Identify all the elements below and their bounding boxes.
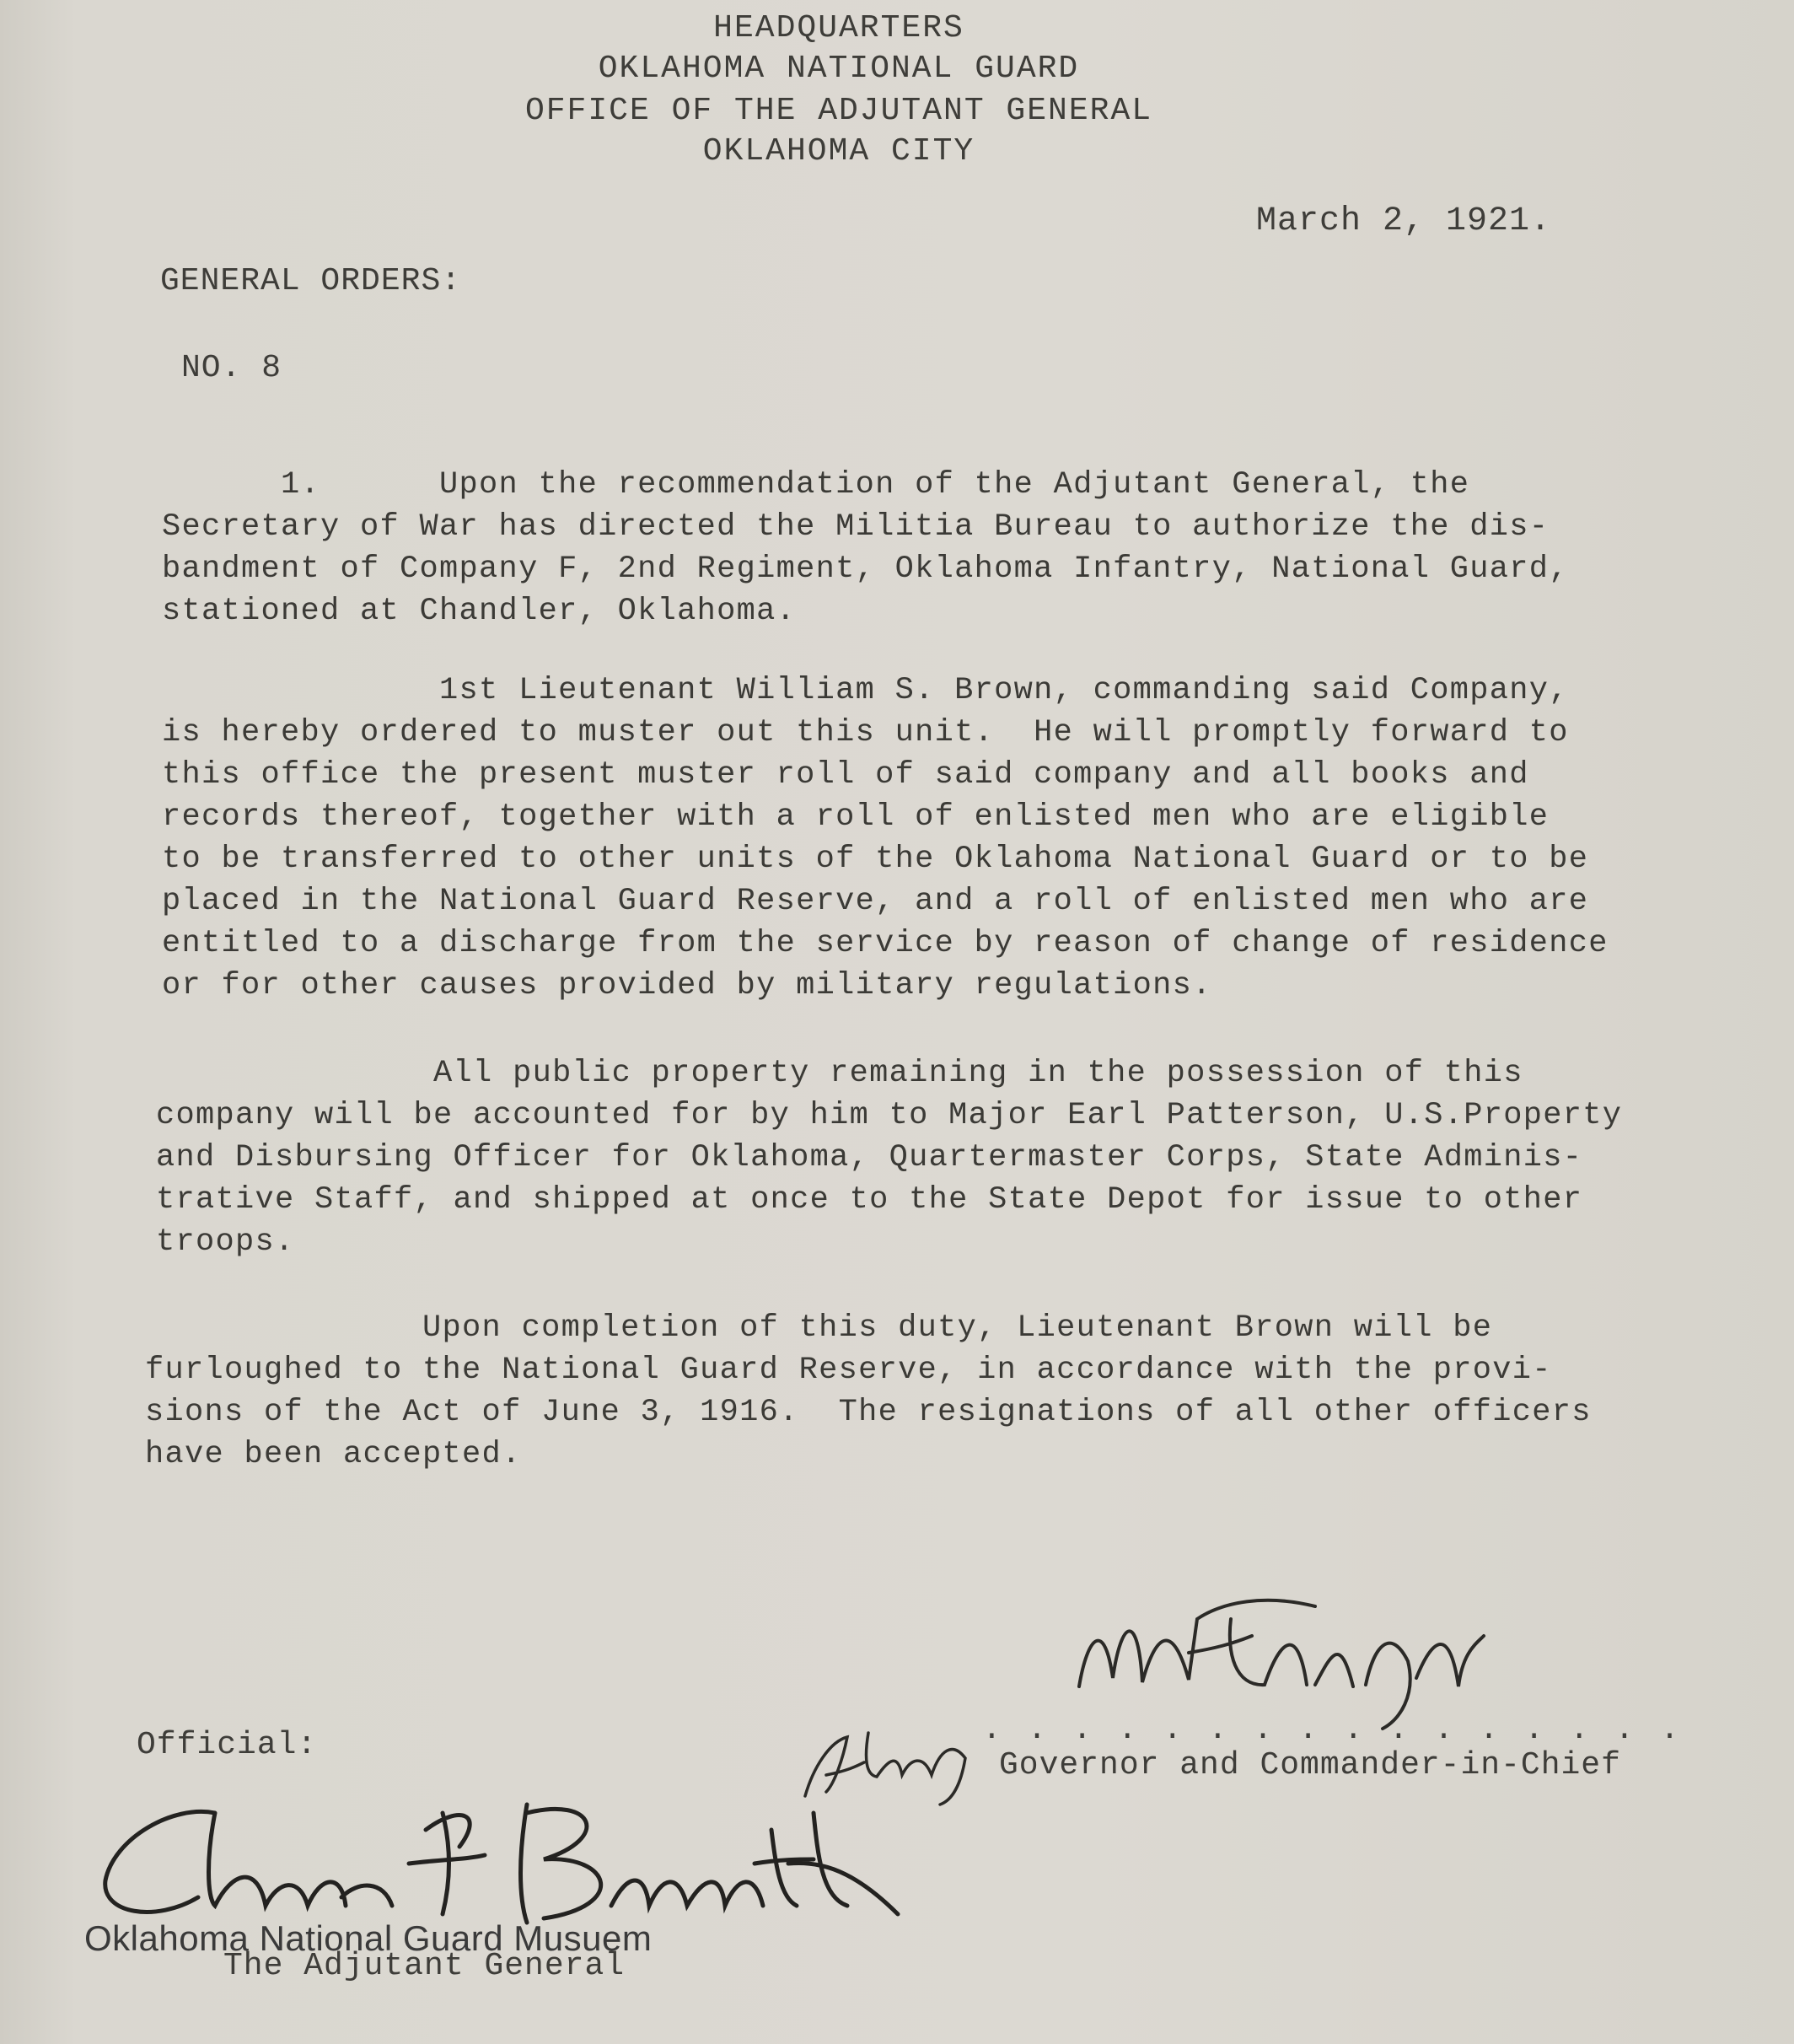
paragraph-line: troops.	[156, 1224, 295, 1260]
signature-dotted-line: . . . . . . . . . . . . . . . .	[982, 1712, 1683, 1748]
governor-title: Governor and Commander-in-Chief	[999, 1747, 1621, 1783]
order-number: NO. 8	[181, 350, 282, 386]
paragraph-line: trative Staff, and shipped at once to the State Depot for issue to other	[156, 1182, 1583, 1218]
museum-watermark: Oklahoma National Guard Musuem	[84, 1918, 653, 1958]
paragraph-1	[162, 464, 1764, 632]
document-date: March 2, 1921.	[1256, 202, 1552, 240]
header-line-4: OKLAHOMA CITY	[702, 133, 975, 169]
paragraph-line: to be transferred to other units of the Oklahoma National Guard or to be	[162, 842, 1589, 877]
paragraph-line: sions of the Act of June 3, 1916. The resignations of all other officers	[145, 1395, 1592, 1430]
paragraph-line: 1st Lieutenant William S. Brown, commanding said Company,	[162, 673, 1569, 708]
header-line-2: OKLAHOMA NATIONAL GUARD	[598, 51, 1080, 87]
header-line-3: OFFICE OF THE ADJUTANT GENERAL	[524, 93, 1153, 129]
paragraph-line: records thereof, together with a roll of enlisted men who are eligible	[162, 799, 1550, 835]
paragraph-line: 1. Upon the recommendation of the Adjutant General, the	[162, 467, 1470, 503]
paragraph-line: and Disbursing Officer for Oklahoma, Quartermaster Corps, State Adminis-	[156, 1140, 1583, 1175]
adjutant-title: The Adjutant General	[223, 1948, 626, 1984]
paragraph-line: or for other causes provided by military regulations.	[162, 968, 1212, 1003]
paragraph-line: company will be accounted for by him to Major Earl Patterson, U.S.Property	[156, 1098, 1623, 1133]
paragraph-2	[162, 670, 1764, 1007]
paragraph-line: placed in the National Guard Reserve, and a roll of enlisted men who are	[162, 884, 1589, 919]
paragraph-line: is hereby ordered to muster out this unit. He will promptly forward to	[162, 715, 1569, 750]
paragraph-line: stationed at Chandler, Oklahoma.	[162, 594, 797, 629]
paragraph-line: Upon completion of this duty, Lieutenant Brown will be	[145, 1310, 1493, 1346]
paragraph-line: this office the present muster roll of said company and all books and	[162, 757, 1529, 793]
paragraph-line: entitled to a discharge from the service by reason of change of residence	[162, 926, 1609, 961]
header-line-1: HEADQUARTERS	[713, 10, 964, 46]
paragraph-line: Secretary of War has directed the Militia Bureau to authorize the dis-	[162, 509, 1550, 545]
paragraph-3	[156, 1052, 1758, 1263]
paragraph-line: All public property remaining in the possession of this	[156, 1056, 1523, 1091]
general-orders-label: GENERAL ORDERS:	[160, 263, 462, 299]
official-label: Official:	[137, 1727, 318, 1763]
paragraph-line: have been accepted.	[145, 1437, 522, 1472]
paragraph-4	[145, 1307, 1747, 1476]
paragraph-line: furloughed to the National Guard Reserve, in accordance with the provi-	[145, 1353, 1552, 1388]
paragraph-line: bandment of Company F, 2nd Regiment, Oklahoma Infantry, National Guard,	[162, 551, 1569, 587]
